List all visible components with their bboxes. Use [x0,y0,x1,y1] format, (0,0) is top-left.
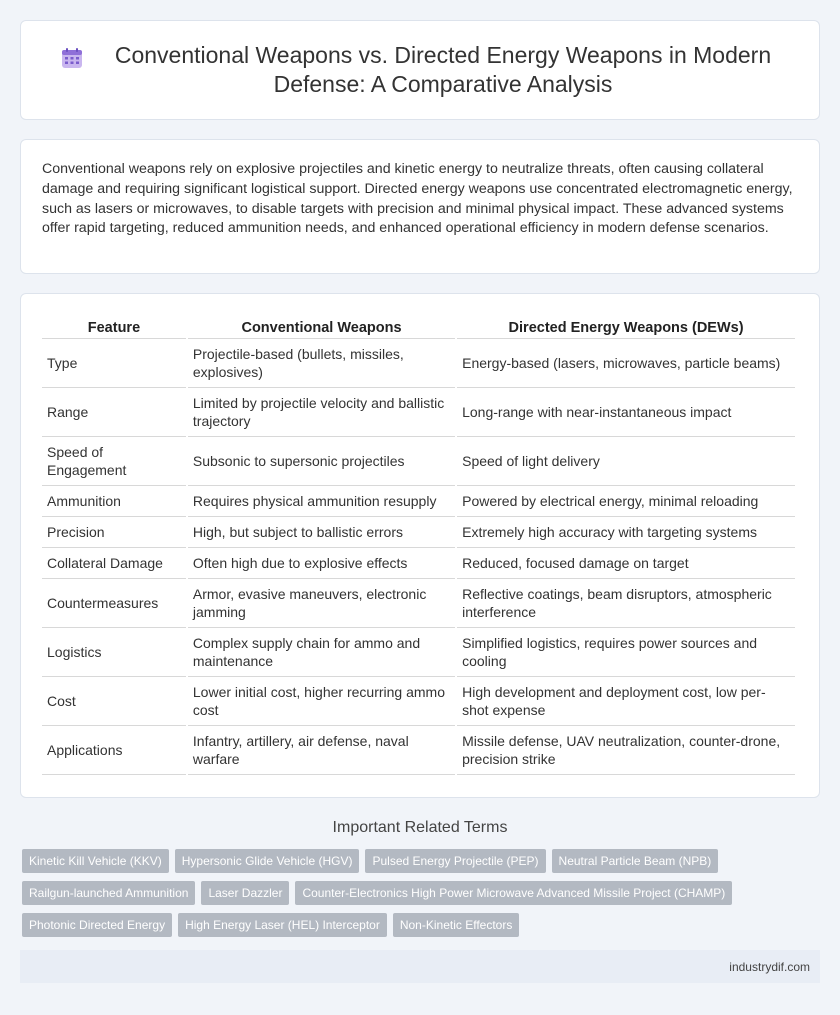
cell-dew: Powered by electrical energy, minimal reloading [457,486,795,517]
cell-feature: Collateral Damage [42,548,186,579]
cell-dew: Reflective coatings, beam disruptors, atmospheric interference [457,579,795,628]
cell-dew: Energy-based (lasers, microwaves, particle beams) [457,339,795,388]
comparison-card [20,293,820,798]
related-tag[interactable]: Railgun-launched Ammunition [22,881,195,905]
related-tags [0,849,840,937]
footer-site[interactable]: industrydif.com [729,959,810,974]
cell-dew: Long-range with near-instantaneous impact [457,388,795,437]
related-terms-section [0,819,840,937]
cell-conventional: High, but subject to ballistic errors [188,517,455,548]
related-tag[interactable]: High Energy Laser (HEL) Interceptor [178,913,387,937]
cell-conventional: Often high due to explosive effects [188,548,455,579]
comparison-table [40,318,797,775]
related-tag[interactable]: Pulsed Energy Projectile (PEP) [365,849,545,873]
cell-feature: Precision [42,517,186,548]
header-dew: Directed Energy Weapons (DEWs) [457,318,795,339]
footer [20,950,820,983]
cell-conventional: Requires physical ammunition resupply [188,486,455,517]
cell-conventional: Armor, evasive maneuvers, electronic jamming [188,579,455,628]
table-row [42,388,795,437]
cell-conventional: Complex supply chain for ammo and maintenance [188,628,455,677]
table-row [42,437,795,486]
table-row [42,486,795,517]
cell-dew: Reduced, focused damage on target [457,548,795,579]
calendar-icon [61,47,83,69]
cell-dew: Speed of light delivery [457,437,795,486]
related-tag[interactable]: Neutral Particle Beam (NPB) [552,849,719,873]
page-title: Conventional Weapons vs. Directed Energy Weapons in Modern Defense: A Comparative Analysis [114,42,772,97]
header-feature: Feature [42,318,186,339]
cell-dew: Simplified logistics, requires power sources and cooling [457,628,795,677]
cell-feature: Applications [42,726,186,775]
cell-dew: Extremely high accuracy with targeting systems [457,517,795,548]
related-tag[interactable]: Hypersonic Glide Vehicle (HGV) [175,849,360,873]
related-terms-title: Important Related Terms [332,819,508,836]
cell-feature: Speed of Engagement [42,437,186,486]
related-tag[interactable]: Non-Kinetic Effectors [393,913,520,937]
cell-feature: Ammunition [42,486,186,517]
table-header-row [42,318,795,339]
cell-conventional: Subsonic to supersonic projectiles [188,437,455,486]
related-tag[interactable]: Photonic Directed Energy [22,913,172,937]
table-row [42,677,795,726]
cell-feature: Cost [42,677,186,726]
cell-dew: High development and deployment cost, low per-shot expense [457,677,795,726]
cell-conventional: Projectile-based (bullets, missiles, explosives) [188,339,455,388]
related-tag[interactable]: Laser Dazzler [201,881,289,905]
table-row [42,517,795,548]
related-tag[interactable]: Kinetic Kill Vehicle (KKV) [22,849,169,873]
related-tag[interactable]: Counter-Electronics High Power Microwave Advanced Missile Project (CHAMP) [295,881,732,905]
cell-feature: Logistics [42,628,186,677]
intro-card [20,139,820,274]
cell-conventional: Lower initial cost, higher recurring ammo cost [188,677,455,726]
cell-conventional: Limited by projectile velocity and ballistic trajectory [188,388,455,437]
table-row [42,548,795,579]
table-row [42,628,795,677]
table-row [42,726,795,775]
table-row [42,339,795,388]
intro-text: Conventional weapons rely on explosive projectiles and kinetic energy to neutralize threats, often causing collateral damage and requiring significant logistical support. Directed energy weapons use concentrated electromagnetic energy, such as lasers or microwaves, to disable targets with precision and minimal physical impact. These advanced systems offer rapid targeting, reduced ammunition needs, and enhanced operational efficiency in modern defense scenarios. [42,161,793,237]
table-row [42,579,795,628]
cell-conventional: Infantry, artillery, air defense, naval warfare [188,726,455,775]
cell-dew: Missile defense, UAV neutralization, counter-drone, precision strike [457,726,795,775]
cell-feature: Range [42,388,186,437]
cell-feature: Type [42,339,186,388]
cell-feature: Countermeasures [42,579,186,628]
header-conventional: Conventional Weapons [188,318,455,339]
header-card [20,20,820,120]
